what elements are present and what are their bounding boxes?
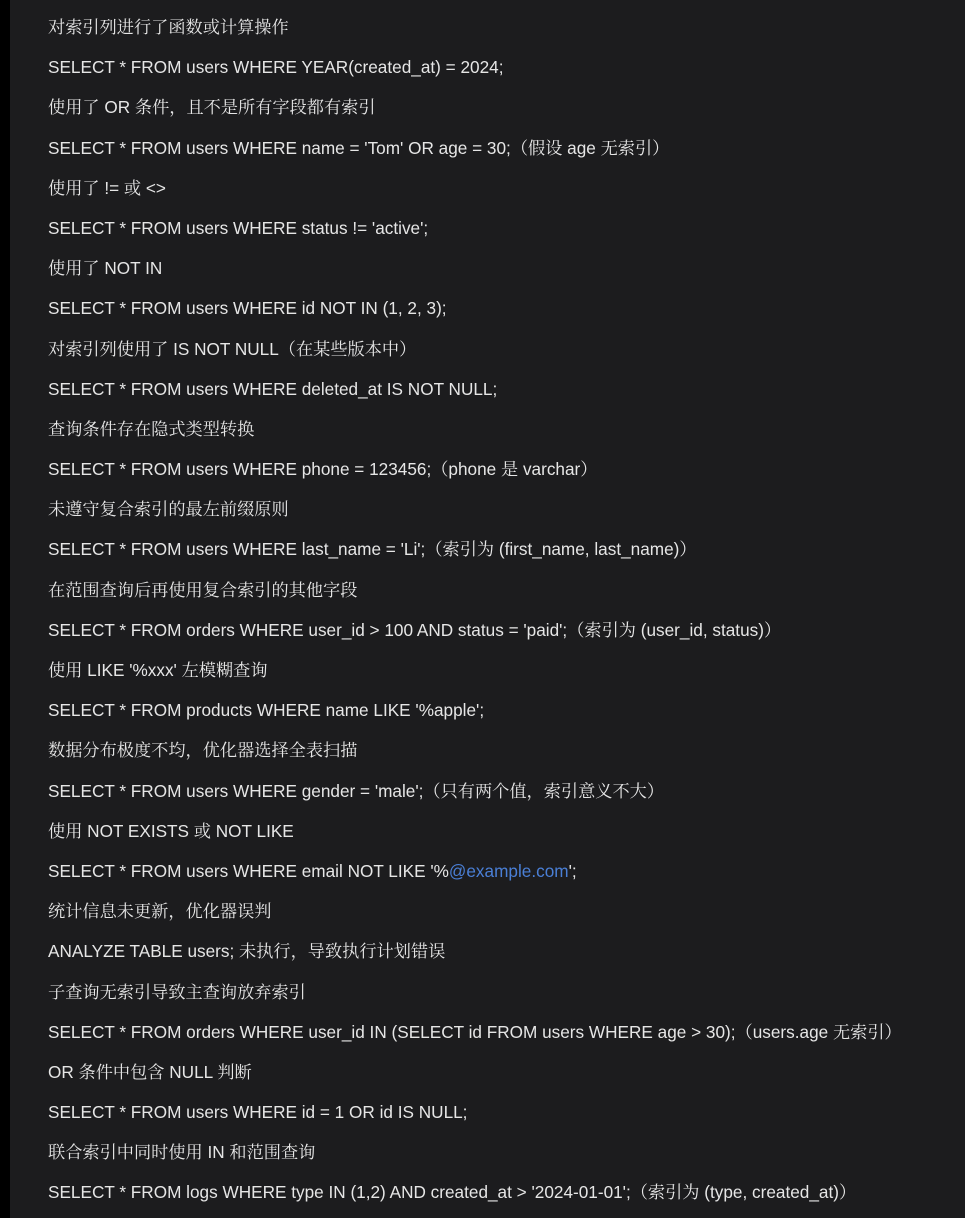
heading-line: 查询条件存在隐式类型转换: [48, 418, 255, 439]
sql-example-line: SELECT * FROM users WHERE last_name = 'Li';（索引为 (first_name, last_name)）: [48, 539, 697, 560]
sql-example-line: ANALYZE TABLE users; 未执行，导致执行计划错误: [48, 941, 446, 962]
sql-example-line: SELECT * FROM users WHERE name = 'Tom' OR age = 30;（假设 age 无索引）: [48, 137, 670, 158]
sql-example-line: SELECT * FROM users WHERE phone = 123456;（phone 是 varchar）: [48, 459, 598, 480]
heading-line: 统计信息未更新，优化器误判: [48, 901, 272, 922]
sql-example-line: SELECT * FROM orders WHERE user_id > 100 AND status = 'paid';（索引为 (user_id, status)）: [48, 619, 782, 640]
heading-line: 对索引列进行了函数或计算操作: [48, 17, 289, 37]
heading-line: 在范围查询后再使用复合索引的其他字段: [48, 579, 358, 600]
sql-example-line: SELECT * FROM users WHERE id = 1 OR id IS NULL;: [48, 1102, 468, 1123]
heading-line: 对索引列使用了 IS NOT NULL（在某些版本中）: [48, 338, 417, 359]
sql-example-line: SELECT * FROM products WHERE name LIKE '%apple';: [48, 700, 485, 721]
document-panel: [10, 0, 965, 1218]
sql-example-line: SELECT * FROM logs WHERE type IN (1,2) AND created_at > '2024-01-01';（索引为 (type, created_at)）: [48, 1182, 857, 1203]
email-link[interactable]: @example.com: [448, 860, 569, 881]
sql-example-line: SELECT * FROM users WHERE status != 'active';: [48, 217, 429, 238]
sql-example-line: SELECT * FROM users WHERE deleted_at IS NOT NULL;: [48, 378, 498, 399]
sql-example-line: SELECT * FROM users WHERE gender = 'male';（只有两个值，索引意义不大）: [48, 780, 665, 801]
heading-line: 使用 LIKE '%xxx' 左模糊查询: [48, 660, 268, 680]
heading-line: 使用了 NOT IN: [48, 258, 163, 279]
heading-line: 子查询无索引导致主查询放弃索引: [48, 981, 306, 1002]
heading-line: 数据分布极度不均，优化器选择全表扫描: [48, 740, 358, 761]
sql-example-line: SELECT * FROM users WHERE YEAR(created_at) = 2024;: [48, 57, 504, 78]
heading-line: 使用了 OR 条件，且不是所有字段都有索引: [48, 97, 376, 118]
heading-line: 使用 NOT EXISTS 或 NOT LIKE: [48, 820, 294, 841]
sql-example-line: SELECT * FROM users WHERE id NOT IN (1, 2, 3);: [48, 298, 447, 319]
heading-line: 使用了 != 或 <>: [48, 177, 166, 198]
sql-text: ';: [568, 860, 577, 881]
sql-example-line-with-link: [48, 851, 965, 891]
sql-example-line: SELECT * FROM orders WHERE user_id IN (SELECT id FROM users WHERE age > 30);（users.age 无索引）: [48, 1021, 902, 1042]
heading-line: 联合索引中同时使用 IN 和范围查询: [48, 1142, 316, 1163]
text-lines: [48, 7, 965, 1213]
sql-text: SELECT * FROM users WHERE email NOT LIKE '%: [48, 860, 449, 881]
heading-line: OR 条件中包含 NULL 判断: [48, 1061, 252, 1082]
heading-line: 未遵守复合索引的最左前缀原则: [48, 499, 289, 520]
